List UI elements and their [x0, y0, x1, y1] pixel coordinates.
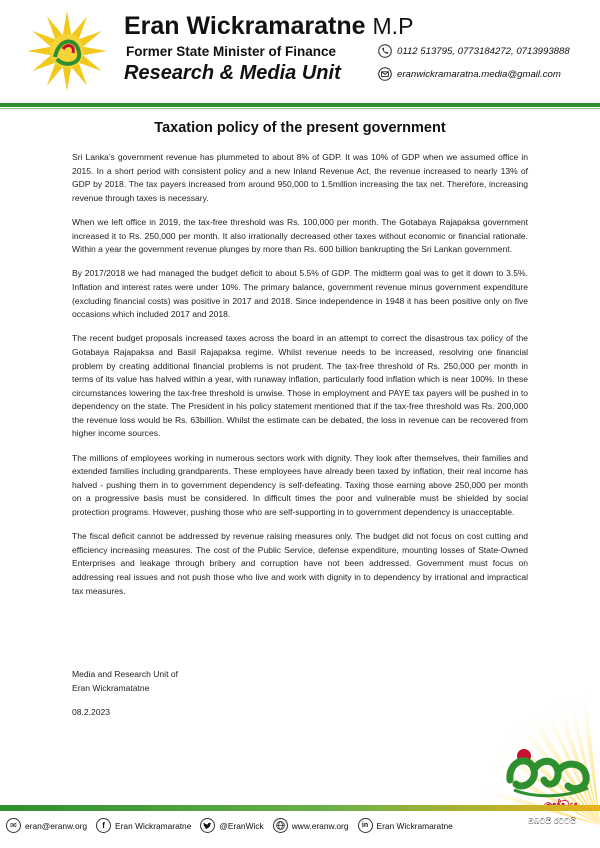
footer-email-text: eran@eranw.org	[25, 820, 88, 831]
footer-contacts	[6, 818, 462, 833]
email-icon	[378, 67, 392, 81]
signature-line-1: Media and Research Unit of	[72, 669, 178, 679]
eran-sewaya-logo	[504, 740, 596, 828]
paragraph: Sri Lanka’s government revenue has plummeted to about 8% of GDP. It was 10% of GDP when we assumed office in 2015. In a short period with consistent policy and a new Inland Revenue Act, the revenue increased to nearly 13% of GDP by 2018. The tax payers increased from around 950,000 to 1.5million increasing the tax net. Therefore, increasing revenue through taxes is necessary.	[72, 152, 528, 203]
linkedin-icon: in	[358, 818, 373, 833]
footer-facebook-text: Eran Wickramaratne	[115, 820, 192, 831]
eran-emblem-logo	[22, 6, 112, 96]
footer-website[interactable]	[273, 818, 349, 833]
paragraph: The millions of employees working in numerous sectors work with dignity. They look after themselves, their families and extended families including grandparents. These employees have already been taxed by inflation, their real income has halved - pushing them in to government dependency is self-defeating. Taxing those earning above 250,000 per month on a progressive basis must be considered. In difficult times the poor and vulnerable must be shielded by social protection programs. However, pushing those who are self-supporting in to government dependency is unacceptable.	[72, 452, 528, 518]
footer-website-text: www.eranw.org	[291, 820, 349, 831]
facebook-icon: f	[96, 818, 111, 833]
footer-facebook[interactable]	[96, 818, 191, 833]
footer-twitter-text: @EranWick	[219, 820, 264, 831]
footer-email[interactable]	[6, 818, 87, 833]
footer-divider	[0, 805, 600, 811]
document-date: 08.2.2023	[72, 707, 111, 717]
header-phone-text: 0112 513795, 0773184272, 0713993888	[397, 45, 570, 57]
header-name	[124, 12, 413, 41]
header-divider	[0, 103, 600, 107]
phone-icon	[378, 44, 392, 58]
footer-twitter[interactable]	[200, 818, 263, 833]
signature-line-2: Eran Wickramatatne	[72, 682, 150, 693]
header-phone	[378, 44, 570, 58]
document-title: Taxation policy of the present government	[154, 120, 446, 136]
footer-linkedin[interactable]	[358, 818, 453, 833]
document-body	[72, 151, 528, 609]
header-name-text: Eran Wickramaratne	[124, 12, 366, 40]
paragraph: The fiscal deficit cannot be addressed by revenue raising measures only. The budget did not focus on cost cutting and efficiency increasing measures. The cost of the Public Service, defense expenditure, mounting losses of State-Owned Enterprises and leakage through bribery and corruption have not been addressed. Government must focus on addressing real issues and not push those who live and work with dignity in to dependency by irrational and impractical tax measures.	[72, 531, 528, 596]
header-email[interactable]	[378, 67, 561, 81]
footer-linkedin-text: Eran Wickramaratne	[376, 820, 453, 831]
paragraph: When we left office in 2019, the tax-free threshold was Rs. 100,000 per month. The Gotabaya Rajapaksa government increased it to Rs. 250,000 per month. It also irrationally decreased other taxes without economic or financial rationale. Within a year the government revenue plunges by more than Rs. 600 billion bankrupting the Sri Lankan government.	[72, 216, 528, 255]
paragraph: By 2017/2018 we had managed the budget deficit to about 5.5% of GDP. The midterm goal was to get it down to 3.5%. Inflation and interest rates were under 10%. The primary balance, government revenue minus government expenditure (excluding financial costs) was positive in 2017 and 2018. Since independence in 1948 it has been positive only on five occasions which included 2017 and 2018.	[72, 268, 528, 320]
paragraph: The recent budget proposals increased taxes across the board in an attempt to correct the disastrous tax policy of the Gotabaya Rajapaksa and Basil Rajapaksa regime. Whilst revenue needs to be increased, resolving one financial problem by creating additional financial problems is not prudent. The tax-free threshold of Rs. 250,000 per month in terms of its value has halved within a year, with runaway inflation, particularly food inflation which is near 100%. In these circumstances lowering the tax-free threshold is unwise. Those in employment and PAYE tax payers will be pushed in to dependency on the state. The President in his policy statement mentioned that if the tax-free threshold was Rs. 200,000 the revenue loss would be Rs. 63billion. Whilst the estimate can be debated, the loss in revenue can be recovered from higher income sources.	[72, 333, 528, 439]
header-divider-thin	[0, 108, 600, 109]
header-unit: Research & Media Unit	[124, 62, 341, 84]
brand-tagline: ඔබටයි රටටයි	[528, 817, 576, 826]
email-icon: ✉	[6, 818, 21, 833]
globe-icon	[273, 818, 288, 833]
header-role: Former State Minister of Finance	[126, 44, 337, 59]
header-name-suffix: M.P	[372, 13, 414, 39]
signature-block	[72, 668, 178, 695]
twitter-icon	[200, 818, 215, 833]
header-email-text: eranwickramaratna.media@gmail.com	[397, 68, 561, 80]
